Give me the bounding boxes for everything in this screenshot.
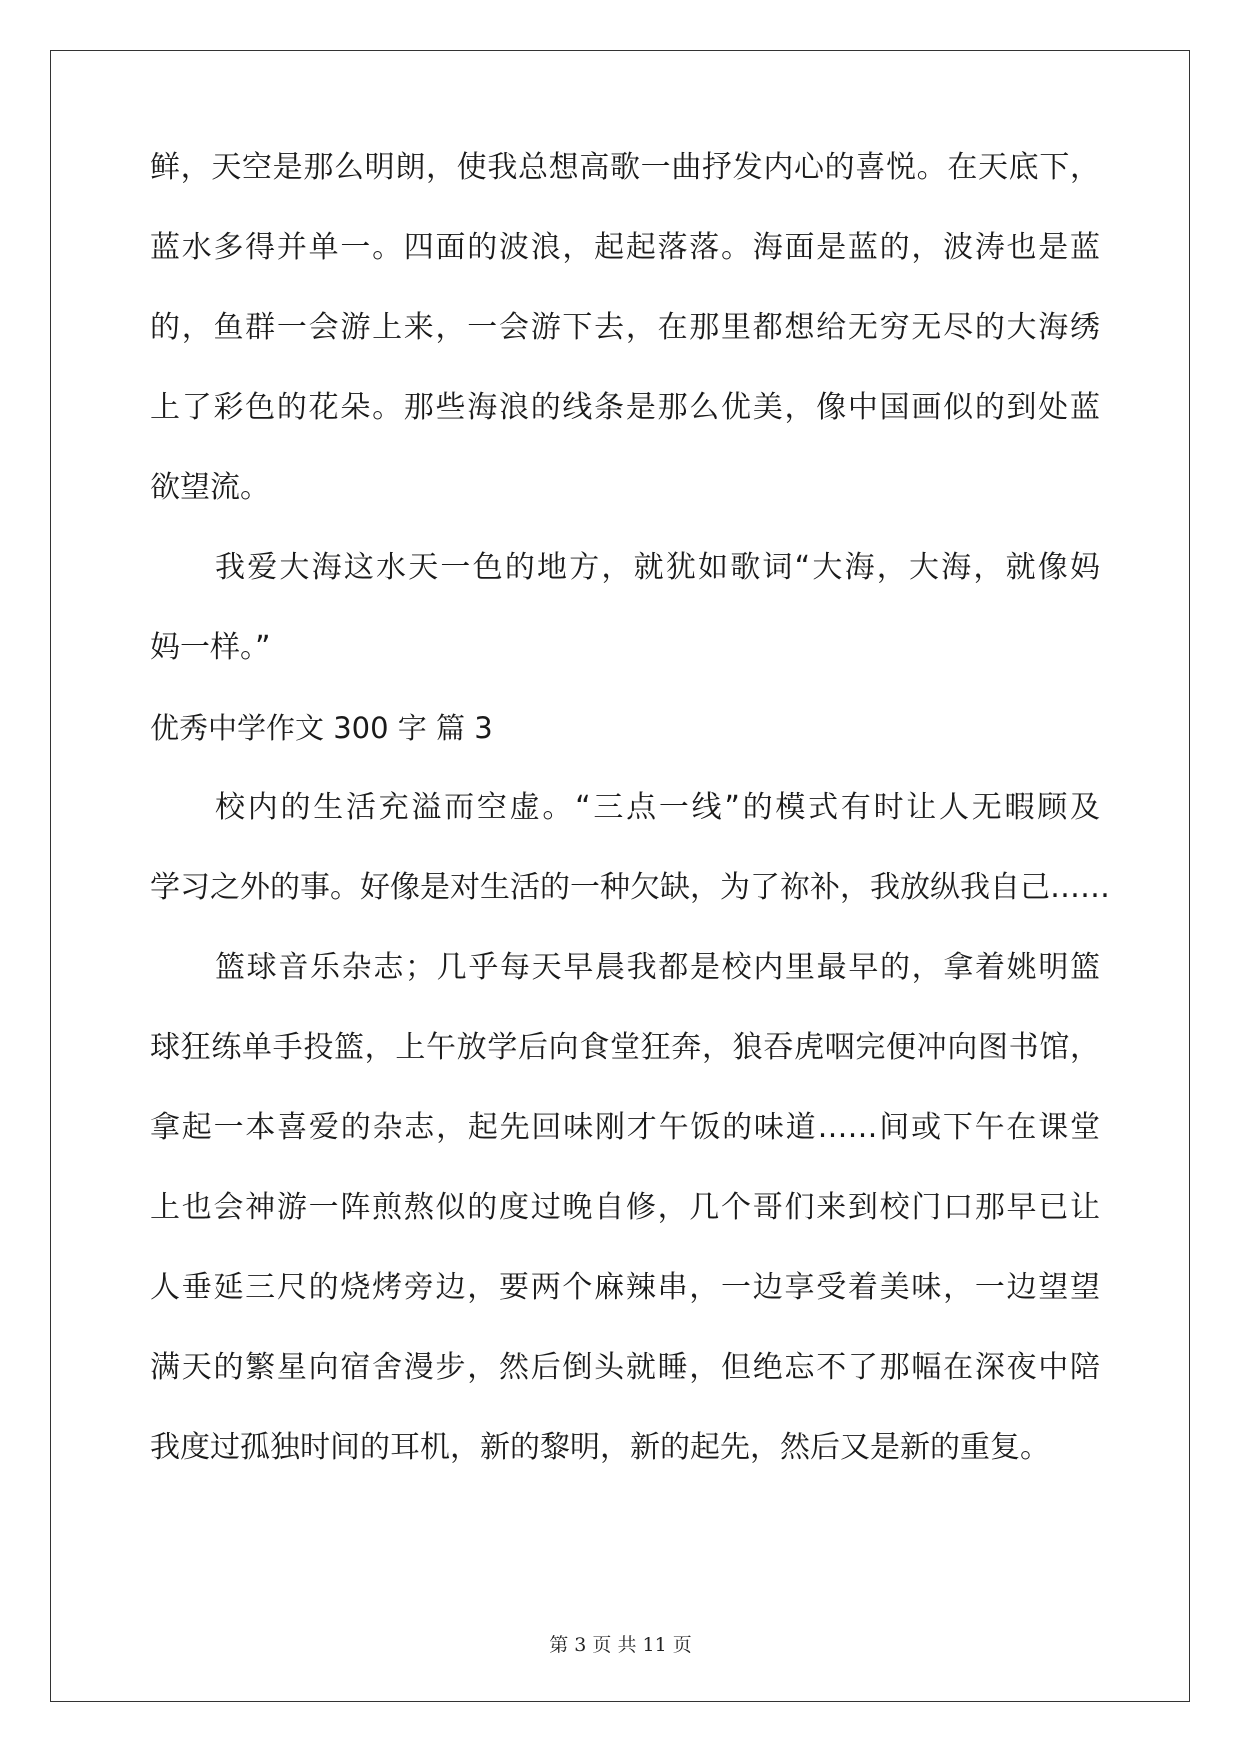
text-line: 蓝水多得并单一。四面的波浪，起起落落。海面是蓝的，波涛也是蓝 bbox=[150, 230, 1100, 265]
text-line: 的，鱼群一会游上来，一会游下去，在那里都想给无穷无尽的大海绣 bbox=[150, 310, 1100, 345]
text-line: 上也会神游一阵煎熬似的度过晚自修，几个哥们来到校门口那早已让 bbox=[150, 1190, 1100, 1225]
text-line: 妈一样。” bbox=[150, 630, 271, 665]
page-number-footer: 第 3 页 共 11 页 bbox=[549, 1634, 692, 1656]
text-line: 学习之外的事。好像是对生活的一种欠缺，为了祢补，我放纵我自己…… bbox=[150, 870, 1110, 905]
section-heading: 优秀中学作文 300 字 篇 3 bbox=[150, 711, 493, 745]
text-line: 我度过孤独时间的耳机，新的黎明，新的起先，然后又是新的重复。 bbox=[150, 1430, 1050, 1465]
text-line: 上了彩色的花朵。那些海浪的线条是那么优美，像中国画似的到处蓝 bbox=[150, 390, 1100, 425]
text-line: 我爱大海这水天一色的地方，就犹如歌词“大海，大海，就像妈 bbox=[215, 550, 1100, 585]
text-line: 球狂练单手投篮，上午放学后向食堂狂奔，狼吞虎咽完便冲向图书馆， bbox=[150, 1030, 1100, 1065]
text-line: 校内的生活充溢而空虚。“三点一线”的模式有时让人无暇顾及 bbox=[215, 790, 1100, 825]
text-line: 鲜，天空是那么明朗，使我总想高歌一曲抒发内心的喜悦。在天底下， bbox=[150, 150, 1100, 185]
text-line: 拿起一本喜爱的杂志，起先回味刚才午饭的味道……间或下午在课堂 bbox=[150, 1110, 1100, 1145]
text-line: 人垂延三尺的烧烤旁边，要两个麻辣串，一边享受着美味，一边望望 bbox=[150, 1270, 1100, 1305]
text-line: 满天的繁星向宿舍漫步，然后倒头就睡，但绝忘不了那幅在深夜中陪 bbox=[150, 1350, 1100, 1385]
text-line: 篮球音乐杂志；几乎每天早晨我都是校内里最早的，拿着姚明篮 bbox=[215, 950, 1100, 985]
document-body bbox=[150, 148, 1110, 1508]
text-line: 欲望流。 bbox=[150, 470, 270, 505]
